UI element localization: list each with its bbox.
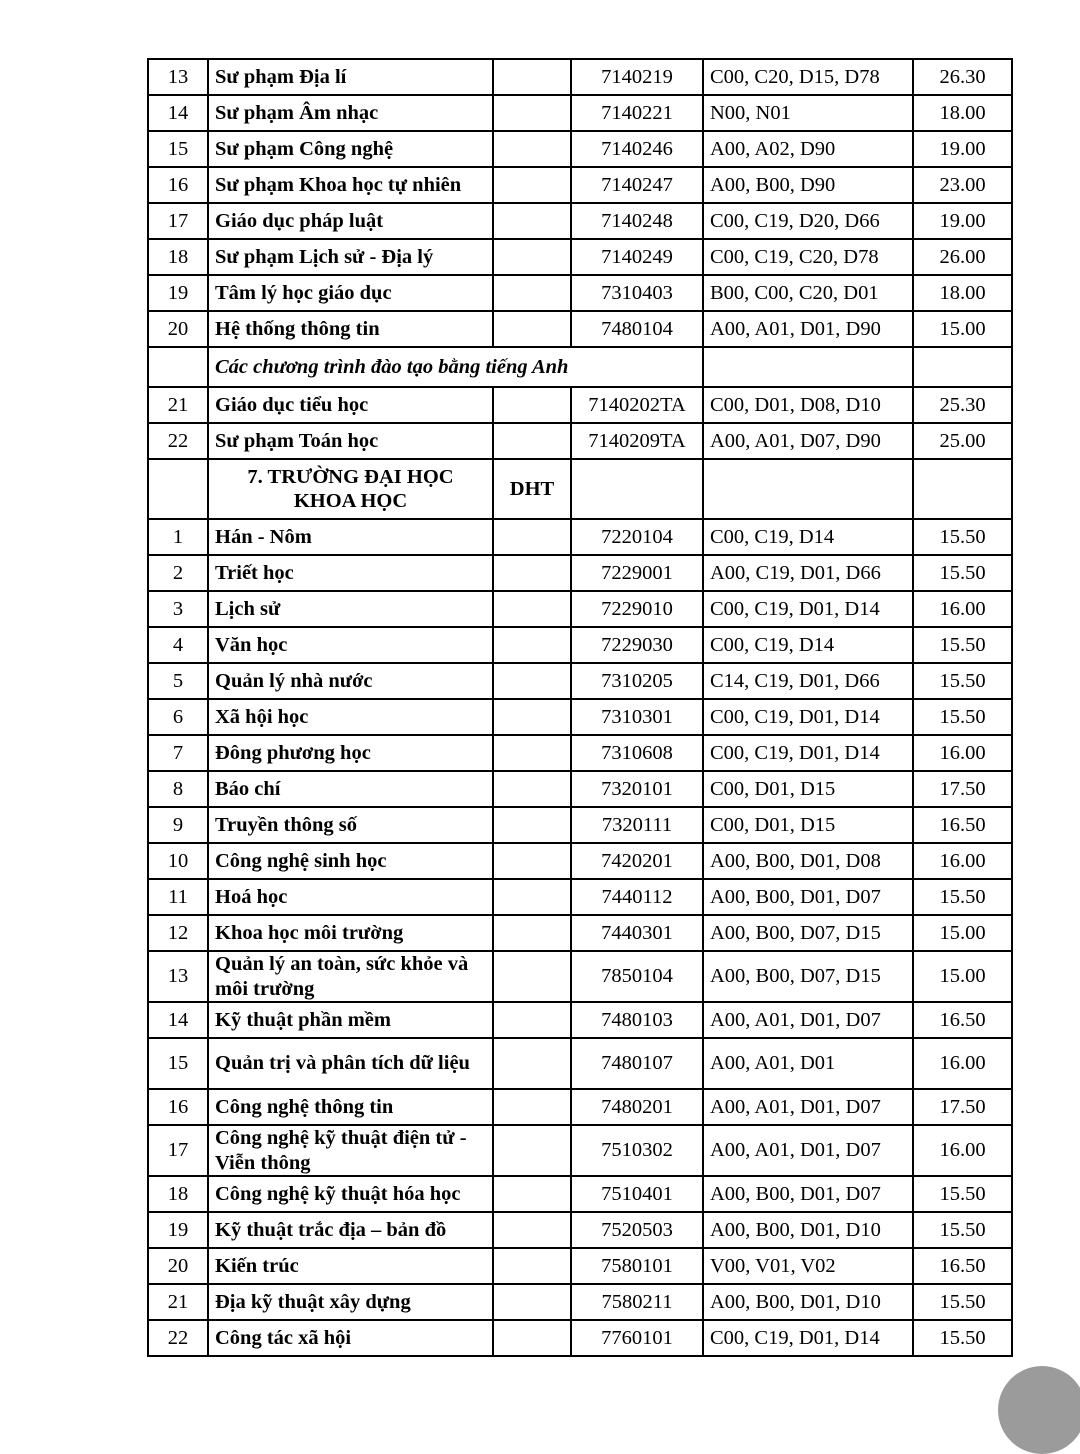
- subject-group-cell: A00, A01, D01, D07: [703, 1002, 913, 1038]
- major-code-cell: 7140246: [571, 131, 703, 167]
- major-name-cell: Công nghệ kỹ thuật điện tử - Viễn thông: [208, 1125, 493, 1176]
- major-code-cell: 7229001: [571, 555, 703, 591]
- subject-group-cell: A00, A01, D01, D90: [703, 311, 913, 347]
- row-index-cell: 22: [148, 1320, 208, 1356]
- table-row: [148, 843, 1012, 879]
- major-code-cell: [571, 459, 703, 519]
- row-index-cell: 16: [148, 1089, 208, 1125]
- school-code-cell: [493, 203, 571, 239]
- score-table-container: [147, 58, 1011, 1357]
- major-code-cell: 7320101: [571, 771, 703, 807]
- school-code-cell: [493, 627, 571, 663]
- benchmark-score-cell: 18.00: [913, 275, 1012, 311]
- subject-group-cell: A00, B00, D01, D07: [703, 879, 913, 915]
- major-name-cell: Sư phạm Âm nhạc: [208, 95, 493, 131]
- subject-group-cell: C14, C19, D01, D66: [703, 663, 913, 699]
- subject-group-cell: C00, C19, D14: [703, 519, 913, 555]
- benchmark-score-cell: 15.50: [913, 1176, 1012, 1212]
- subject-group-cell: A00, B00, D07, D15: [703, 915, 913, 951]
- subject-group-cell: C00, D01, D15: [703, 771, 913, 807]
- major-code-cell: 7480107: [571, 1038, 703, 1089]
- row-index-cell: 15: [148, 131, 208, 167]
- major-name-cell: Quản trị và phân tích dữ liệu: [208, 1038, 493, 1089]
- benchmark-score-cell: 26.30: [913, 59, 1012, 95]
- major-name-cell: Công nghệ thông tin: [208, 1089, 493, 1125]
- school-code-cell: [493, 1038, 571, 1089]
- benchmark-score-cell: 23.00: [913, 167, 1012, 203]
- row-index-cell: 17: [148, 1125, 208, 1176]
- major-name-cell: Công nghệ sinh học: [208, 843, 493, 879]
- benchmark-score-cell: 16.00: [913, 1125, 1012, 1176]
- benchmark-score-cell: 16.00: [913, 843, 1012, 879]
- subject-group-cell: C00, C19, D20, D66: [703, 203, 913, 239]
- table-row: [148, 663, 1012, 699]
- major-name-cell: Hán - Nôm: [208, 519, 493, 555]
- subject-group-cell: C00, D01, D15: [703, 807, 913, 843]
- benchmark-score-cell: 15.00: [913, 915, 1012, 951]
- row-index-cell: 6: [148, 699, 208, 735]
- subject-group-cell: [703, 347, 913, 387]
- subject-group-cell: A00, A01, D01, D07: [703, 1125, 913, 1176]
- school-code-cell: [493, 275, 571, 311]
- major-name-cell: Truyền thông số: [208, 807, 493, 843]
- major-code-cell: 7480103: [571, 1002, 703, 1038]
- table-row: [148, 879, 1012, 915]
- row-index-cell: [148, 347, 208, 387]
- school-code-cell: [493, 555, 571, 591]
- row-index-cell: 20: [148, 311, 208, 347]
- benchmark-score-cell: 25.30: [913, 387, 1012, 423]
- row-index-cell: 2: [148, 555, 208, 591]
- subheader-label: Các chương trình đào tạo bằng tiếng Anh: [208, 347, 703, 387]
- benchmark-score-cell: 15.00: [913, 311, 1012, 347]
- table-row: [148, 1284, 1012, 1320]
- table-row: [148, 203, 1012, 239]
- benchmark-score-cell: 15.50: [913, 699, 1012, 735]
- benchmark-score-cell: 26.00: [913, 239, 1012, 275]
- subject-group-cell: A00, A01, D07, D90: [703, 423, 913, 459]
- row-index-cell: 5: [148, 663, 208, 699]
- school-code-cell: DHT: [493, 459, 571, 519]
- subject-group-cell: V00, V01, V02: [703, 1248, 913, 1284]
- major-name-cell: Hoá học: [208, 879, 493, 915]
- school-code-cell: [493, 771, 571, 807]
- table-row: [148, 591, 1012, 627]
- major-name-cell: Khoa học môi trường: [208, 915, 493, 951]
- major-name-cell: Quản lý an toàn, sức khỏe và môi trường: [208, 951, 493, 1002]
- major-name-cell: Triết học: [208, 555, 493, 591]
- row-index-cell: 15: [148, 1038, 208, 1089]
- table-row: [148, 699, 1012, 735]
- major-code-cell: 7140221: [571, 95, 703, 131]
- major-name-cell: Hệ thống thông tin: [208, 311, 493, 347]
- major-code-cell: 7440112: [571, 879, 703, 915]
- major-code-cell: 7140247: [571, 167, 703, 203]
- major-name-cell: Kỹ thuật phần mềm: [208, 1002, 493, 1038]
- row-index-cell: 21: [148, 387, 208, 423]
- major-code-cell: 7420201: [571, 843, 703, 879]
- major-name-cell: Sư phạm Công nghệ: [208, 131, 493, 167]
- major-code-cell: 7140209TA: [571, 423, 703, 459]
- subject-group-cell: [703, 459, 913, 519]
- benchmark-score-cell: 15.50: [913, 519, 1012, 555]
- table-section-header-row: [148, 459, 1012, 519]
- subject-group-cell: N00, N01: [703, 95, 913, 131]
- school-code-cell: [493, 879, 571, 915]
- major-name-cell: Văn học: [208, 627, 493, 663]
- school-code-cell: [493, 591, 571, 627]
- row-index-cell: 3: [148, 591, 208, 627]
- table-row: [148, 915, 1012, 951]
- table-row: [148, 771, 1012, 807]
- subject-group-cell: C00, C19, D14: [703, 627, 913, 663]
- major-code-cell: 7320111: [571, 807, 703, 843]
- table-row: [148, 59, 1012, 95]
- benchmark-score-cell: [913, 459, 1012, 519]
- benchmark-score-cell: 16.50: [913, 1248, 1012, 1284]
- major-code-cell: 7310301: [571, 699, 703, 735]
- school-code-cell: [493, 699, 571, 735]
- benchmark-score-cell: 17.50: [913, 771, 1012, 807]
- row-index-cell: [148, 459, 208, 519]
- school-code-cell: [493, 951, 571, 1002]
- row-index-cell: 9: [148, 807, 208, 843]
- major-code-cell: 7850104: [571, 951, 703, 1002]
- school-code-cell: [493, 167, 571, 203]
- benchmark-score-cell: 15.50: [913, 627, 1012, 663]
- major-name-cell: Sư phạm Toán học: [208, 423, 493, 459]
- major-code-cell: 7229030: [571, 627, 703, 663]
- row-index-cell: 13: [148, 59, 208, 95]
- row-index-cell: 21: [148, 1284, 208, 1320]
- subject-group-cell: A00, A01, D01: [703, 1038, 913, 1089]
- school-code-cell: [493, 1284, 571, 1320]
- benchmark-score-cell: 15.50: [913, 1284, 1012, 1320]
- section-title-line-2: KHOA HỌC: [293, 490, 408, 512]
- subject-group-cell: C00, D01, D08, D10: [703, 387, 913, 423]
- subject-group-cell: A00, B00, D01, D07: [703, 1176, 913, 1212]
- major-code-cell: 7140219: [571, 59, 703, 95]
- school-code-cell: [493, 1320, 571, 1356]
- major-code-cell: 7140202TA: [571, 387, 703, 423]
- row-index-cell: 14: [148, 1002, 208, 1038]
- major-name-cell: Kiến trúc: [208, 1248, 493, 1284]
- table-row: [148, 1089, 1012, 1125]
- subject-group-cell: C00, C19, D01, D14: [703, 591, 913, 627]
- row-index-cell: 14: [148, 95, 208, 131]
- major-code-cell: 7229010: [571, 591, 703, 627]
- subject-group-cell: C00, C19, C20, D78: [703, 239, 913, 275]
- benchmark-score-cell: 19.00: [913, 203, 1012, 239]
- admission-score-table: [147, 58, 1013, 1357]
- table-row: [148, 95, 1012, 131]
- table-row: [148, 1212, 1012, 1248]
- major-name-cell: Kỹ thuật trắc địa – bản đồ: [208, 1212, 493, 1248]
- school-code-cell: [493, 1176, 571, 1212]
- major-code-cell: 7220104: [571, 519, 703, 555]
- subject-group-cell: A00, B00, D01, D10: [703, 1284, 913, 1320]
- school-code-cell: [493, 519, 571, 555]
- row-index-cell: 20: [148, 1248, 208, 1284]
- benchmark-score-cell: 15.50: [913, 1212, 1012, 1248]
- subject-group-cell: C00, C19, D01, D14: [703, 735, 913, 771]
- section-title-line-1: 7. TRƯỜNG ĐẠI HỌC: [247, 465, 454, 488]
- benchmark-score-cell: 16.00: [913, 1038, 1012, 1089]
- table-row: [148, 131, 1012, 167]
- scroll-thumb-circle[interactable]: [998, 1366, 1080, 1454]
- major-code-cell: 7480104: [571, 311, 703, 347]
- benchmark-score-cell: 15.50: [913, 555, 1012, 591]
- row-index-cell: 17: [148, 203, 208, 239]
- table-row: [148, 1038, 1012, 1089]
- major-name-cell: Báo chí: [208, 771, 493, 807]
- subject-group-cell: A00, A01, D01, D07: [703, 1089, 913, 1125]
- row-index-cell: 19: [148, 275, 208, 311]
- major-code-cell: 7140249: [571, 239, 703, 275]
- school-code-cell: [493, 95, 571, 131]
- major-code-cell: 7510401: [571, 1176, 703, 1212]
- benchmark-score-cell: 18.00: [913, 95, 1012, 131]
- table-row: [148, 807, 1012, 843]
- school-code-cell: [493, 423, 571, 459]
- benchmark-score-cell: 25.00: [913, 423, 1012, 459]
- benchmark-score-cell: 15.00: [913, 951, 1012, 1002]
- table-row: [148, 555, 1012, 591]
- row-index-cell: 12: [148, 915, 208, 951]
- major-code-cell: 7510302: [571, 1125, 703, 1176]
- table-row: [148, 275, 1012, 311]
- major-name-cell: Công nghệ kỹ thuật hóa học: [208, 1176, 493, 1212]
- row-index-cell: 10: [148, 843, 208, 879]
- benchmark-score-cell: 15.50: [913, 879, 1012, 915]
- major-code-cell: 7760101: [571, 1320, 703, 1356]
- benchmark-score-cell: 15.50: [913, 663, 1012, 699]
- major-name-cell: Tâm lý học giáo dục: [208, 275, 493, 311]
- row-index-cell: 18: [148, 1176, 208, 1212]
- major-code-cell: 7140248: [571, 203, 703, 239]
- subject-group-cell: A00, B00, D07, D15: [703, 951, 913, 1002]
- table-row: [148, 1320, 1012, 1356]
- row-index-cell: 8: [148, 771, 208, 807]
- school-code-cell: [493, 59, 571, 95]
- major-name-cell: Sư phạm Lịch sử - Địa lý: [208, 239, 493, 275]
- row-index-cell: 16: [148, 167, 208, 203]
- school-code-cell: [493, 1248, 571, 1284]
- benchmark-score-cell: 15.50: [913, 1320, 1012, 1356]
- benchmark-score-cell: 19.00: [913, 131, 1012, 167]
- major-code-cell: 7580211: [571, 1284, 703, 1320]
- row-index-cell: 13: [148, 951, 208, 1002]
- table-row: [148, 167, 1012, 203]
- school-code-cell: [493, 131, 571, 167]
- major-name-cell: Sư phạm Địa lí: [208, 59, 493, 95]
- subject-group-cell: A00, B00, D90: [703, 167, 913, 203]
- school-code-cell: [493, 1002, 571, 1038]
- major-name-cell: Giáo dục tiểu học: [208, 387, 493, 423]
- subject-group-cell: C00, C19, D01, D14: [703, 1320, 913, 1356]
- major-name-cell: Xã hội học: [208, 699, 493, 735]
- subject-group-cell: C00, C20, D15, D78: [703, 59, 913, 95]
- row-index-cell: 11: [148, 879, 208, 915]
- major-code-cell: 7520503: [571, 1212, 703, 1248]
- school-code-cell: [493, 843, 571, 879]
- school-code-cell: [493, 663, 571, 699]
- school-code-cell: [493, 735, 571, 771]
- major-code-cell: 7310403: [571, 275, 703, 311]
- school-code-cell: [493, 239, 571, 275]
- benchmark-score-cell: 16.00: [913, 735, 1012, 771]
- table-row: [148, 1176, 1012, 1212]
- subject-group-cell: A00, B00, D01, D08: [703, 843, 913, 879]
- school-code-cell: [493, 1212, 571, 1248]
- major-name-cell: Công tác xã hội: [208, 1320, 493, 1356]
- table-row: [148, 951, 1012, 1002]
- school-code-cell: [493, 387, 571, 423]
- subject-group-cell: C00, C19, D01, D14: [703, 699, 913, 735]
- school-code-cell: [493, 1125, 571, 1176]
- benchmark-score-cell: 16.00: [913, 591, 1012, 627]
- table-row: [148, 627, 1012, 663]
- table-body: [148, 59, 1012, 1356]
- table-row: [148, 311, 1012, 347]
- major-code-cell: 7440301: [571, 915, 703, 951]
- table-row: [148, 1125, 1012, 1176]
- subject-group-cell: A00, A02, D90: [703, 131, 913, 167]
- row-index-cell: 7: [148, 735, 208, 771]
- major-name-cell: Đông phương học: [208, 735, 493, 771]
- major-name-cell: Địa kỹ thuật xây dựng: [208, 1284, 493, 1320]
- table-row: [148, 423, 1012, 459]
- subject-group-cell: A00, B00, D01, D10: [703, 1212, 913, 1248]
- row-index-cell: 19: [148, 1212, 208, 1248]
- table-row: [148, 519, 1012, 555]
- major-name-cell: Sư phạm Khoa học tự nhiên: [208, 167, 493, 203]
- major-code-cell: 7480201: [571, 1089, 703, 1125]
- major-name-cell: Quản lý nhà nước: [208, 663, 493, 699]
- row-index-cell: 22: [148, 423, 208, 459]
- benchmark-score-cell: [913, 347, 1012, 387]
- table-subheader-row: [148, 347, 1012, 387]
- row-index-cell: 18: [148, 239, 208, 275]
- benchmark-score-cell: 16.50: [913, 807, 1012, 843]
- row-index-cell: 1: [148, 519, 208, 555]
- major-code-cell: 7310608: [571, 735, 703, 771]
- subject-group-cell: A00, C19, D01, D66: [703, 555, 913, 591]
- table-row: [148, 239, 1012, 275]
- benchmark-score-cell: 17.50: [913, 1089, 1012, 1125]
- table-row: [148, 387, 1012, 423]
- table-row: [148, 1002, 1012, 1038]
- major-code-cell: 7310205: [571, 663, 703, 699]
- major-code-cell: 7580101: [571, 1248, 703, 1284]
- section-title-cell: [208, 459, 493, 519]
- major-name-cell: Giáo dục pháp luật: [208, 203, 493, 239]
- school-code-cell: [493, 1089, 571, 1125]
- row-index-cell: 4: [148, 627, 208, 663]
- benchmark-score-cell: 16.50: [913, 1002, 1012, 1038]
- table-row: [148, 735, 1012, 771]
- major-name-cell: Lịch sử: [208, 591, 493, 627]
- school-code-cell: [493, 311, 571, 347]
- school-code-cell: [493, 915, 571, 951]
- school-code-cell: [493, 807, 571, 843]
- table-row: [148, 1248, 1012, 1284]
- subject-group-cell: B00, C00, C20, D01: [703, 275, 913, 311]
